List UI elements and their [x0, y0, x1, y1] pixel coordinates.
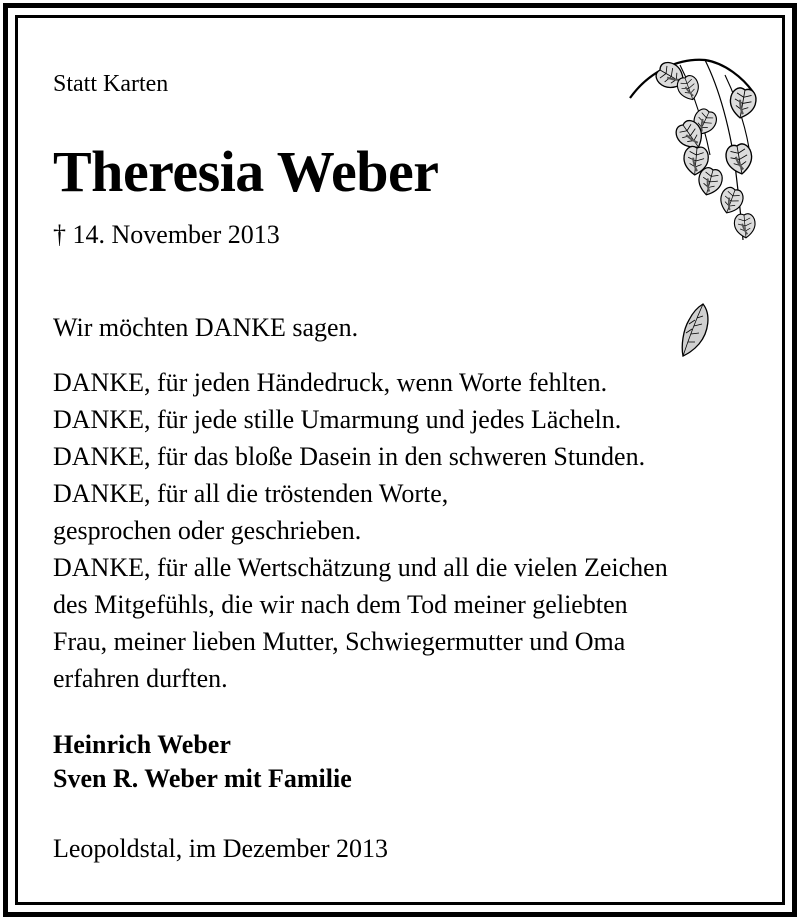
- thanks-line: DANKE, für all die tröstenden Worte,: [53, 479, 449, 508]
- intro-text: Statt Karten: [53, 71, 169, 97]
- signer-name: Sven R. Weber mit Familie: [53, 764, 352, 793]
- thanks-line: DANKE, für das bloße Dasein in den schweren Stunden.: [53, 442, 646, 471]
- thanks-line: DANKE, für jede stille Umarmung und jedes Lächeln.: [53, 405, 622, 434]
- thanks-paragraph: [53, 364, 668, 697]
- deceased-name: Theresia Weber: [53, 139, 439, 204]
- place-date: Leopoldstal, im Dezember 2013: [53, 834, 389, 863]
- thanks-line: des Mitgefühls, die wir nach dem Tod meiner geliebten: [53, 590, 628, 619]
- birch-branch-icon: [625, 50, 775, 260]
- thanks-intro: Wir möchten DANKE sagen.: [53, 313, 359, 342]
- death-date: † 14. November 2013: [53, 220, 280, 249]
- thanks-line: gesprochen oder geschrieben.: [53, 516, 362, 545]
- thanks-line: erfahren durften.: [53, 664, 228, 693]
- thanks-line: DANKE, für alle Wertschätzung und all die vielen Zeichen: [53, 553, 668, 582]
- signers: [53, 728, 352, 796]
- thanks-line: DANKE, für jeden Händedruck, wenn Worte fehlten.: [53, 368, 608, 397]
- leaf-icon: [675, 302, 715, 358]
- signer-name: Heinrich Weber: [53, 730, 231, 759]
- thanks-line: Frau, meiner lieben Mutter, Schwiegermutter und Oma: [53, 627, 626, 656]
